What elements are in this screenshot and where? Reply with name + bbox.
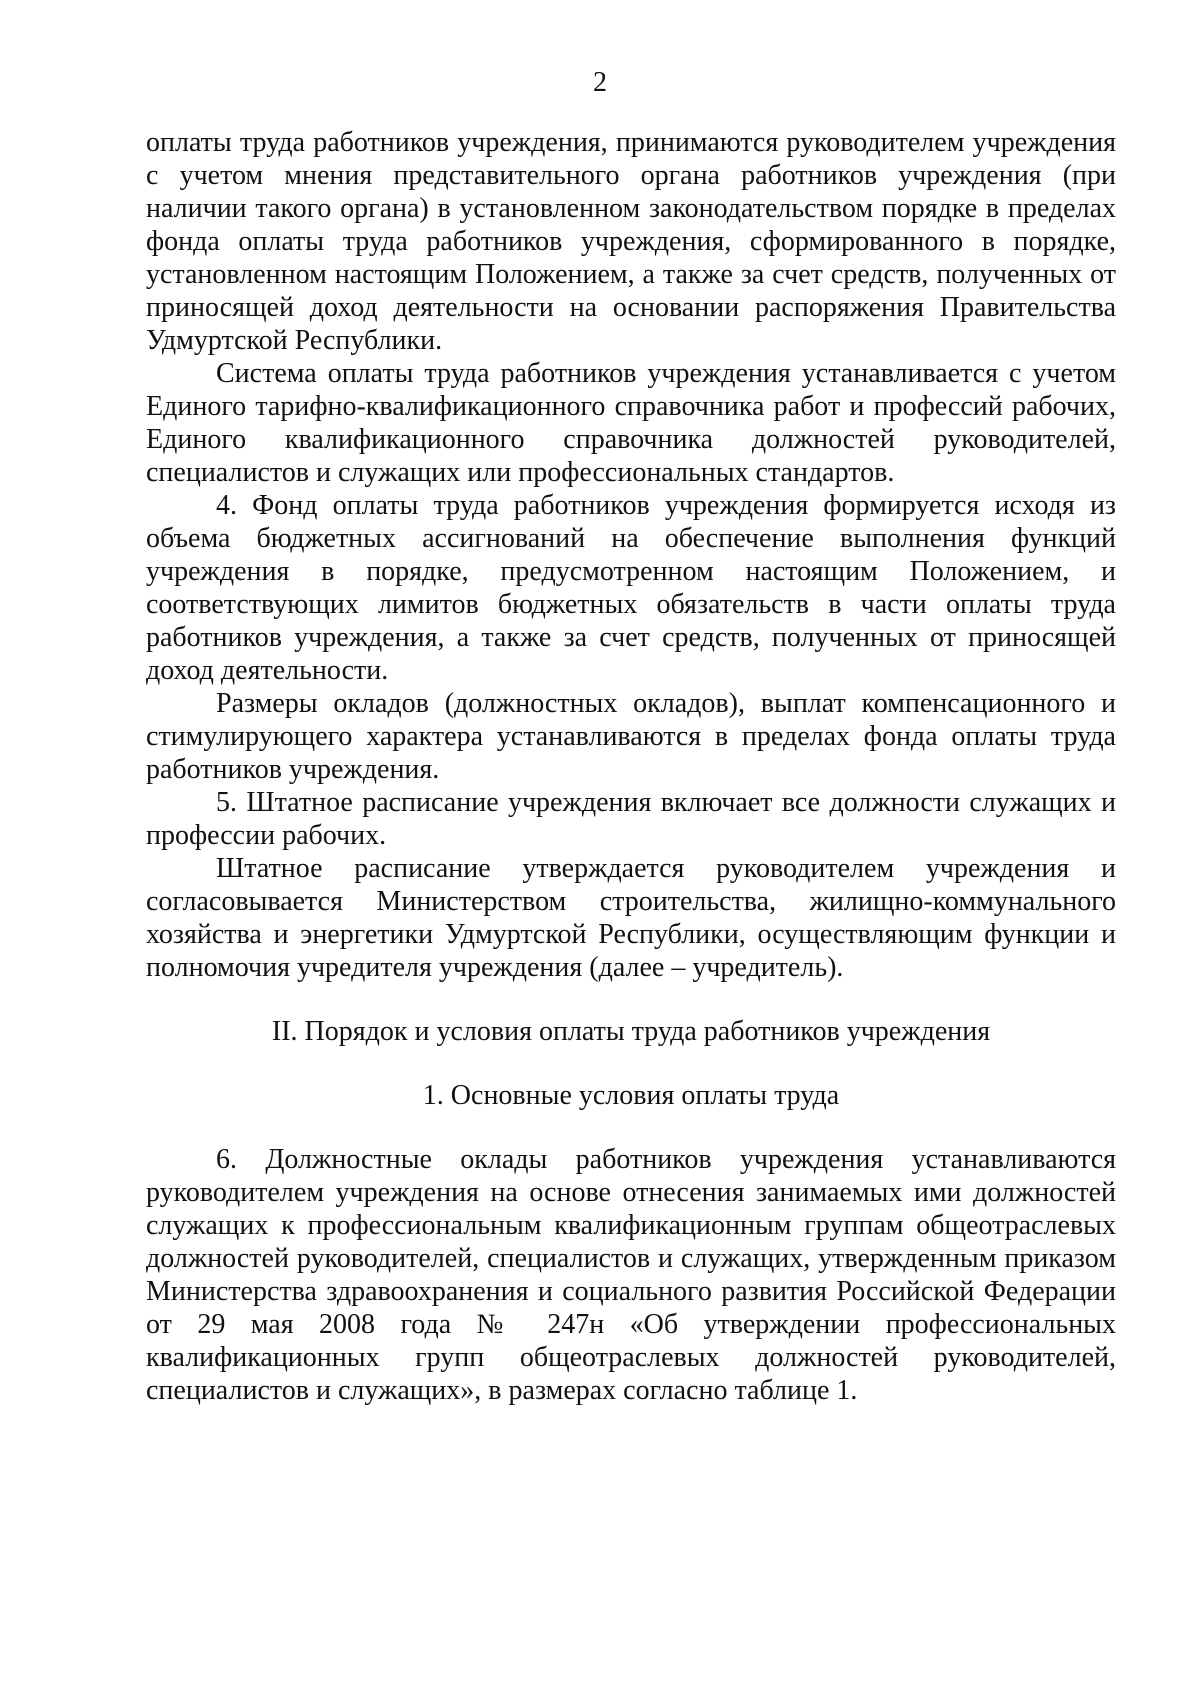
paragraph-item-4: 4. Фонд оплаты труда работников учреждения формируется исходя из объема бюджетных ассигнований на обеспечение выполнения функций учреждения в порядке, предусмотренном настоящим Положением, и соответствующих лимитов бюджетных обязательств в части оплаты труда работников учреждения, а также за счет средств, полученных от приносящей доход деятельности. — [146, 490, 1116, 686]
paragraph-item-5: 5. Штатное расписание учреждения включает все должности служащих и профессии рабочих. — [146, 787, 1116, 851]
paragraph-pay-system: Система оплаты труда работников учреждения устанавливается с учетом Единого тарифно-квалификационного справочника работ и профессий рабочих, Единого квалификационного справочника должностей руководителей, специалистов и служащих или профессиональных стандартов. — [146, 358, 1116, 488]
paragraph-continuation: оплаты труда работников учреждения, принимаются руководителем учреждения с учетом мнения представительного органа работников учреждения (при наличии такого органа) в установленном законодательством порядке в пределах фонда оплаты труда работников учреждения, сформированного в порядке, установленном настоящим Положением, а также за счет средств, полученных от приносящей доход деятельности на основании распоряжения Правительства Удмуртской Республики. — [146, 127, 1116, 356]
paragraph-salary-sizes: Размеры окладов (должностных окладов), выплат компенсационного и стимулирующего характера устанавливаются в пределах фонда оплаты труда работников учреждения. — [146, 688, 1116, 785]
section-heading: II. Порядок и условия оплаты труда работников учреждения — [271, 1016, 991, 1047]
paragraph-item-6: 6. Должностные оклады работников учреждения устанавливаются руководителем учреждения на основе отнесения занимаемых ими должностей служащих к профессиональным квалификационным группам общеотраслевых должностей руководителей, специалистов и служащих, утвержденным приказом Министерства здравоохранения и социального развития Российской Федерации от 29 мая 2008 года № 247н «Об утверждении профессиональных квалификационных групп общеотраслевых должностей руководителей, специалистов и служащих», в размерах согласно таблице 1. — [146, 1144, 1116, 1406]
document-body — [146, 126, 1116, 1407]
subsection-heading: 1. Основные условия оплаты труда — [422, 1080, 840, 1111]
page-number: 2 — [593, 67, 607, 98]
paragraph-staff-schedule: Штатное расписание утверждается руководителем учреждения и согласовывается Министерством строительства, жилищно-коммунального хозяйства и энергетики Удмуртской Республики, осуществляющим функции и полномочия учредителя учреждения (далее – учредитель). — [146, 853, 1116, 983]
